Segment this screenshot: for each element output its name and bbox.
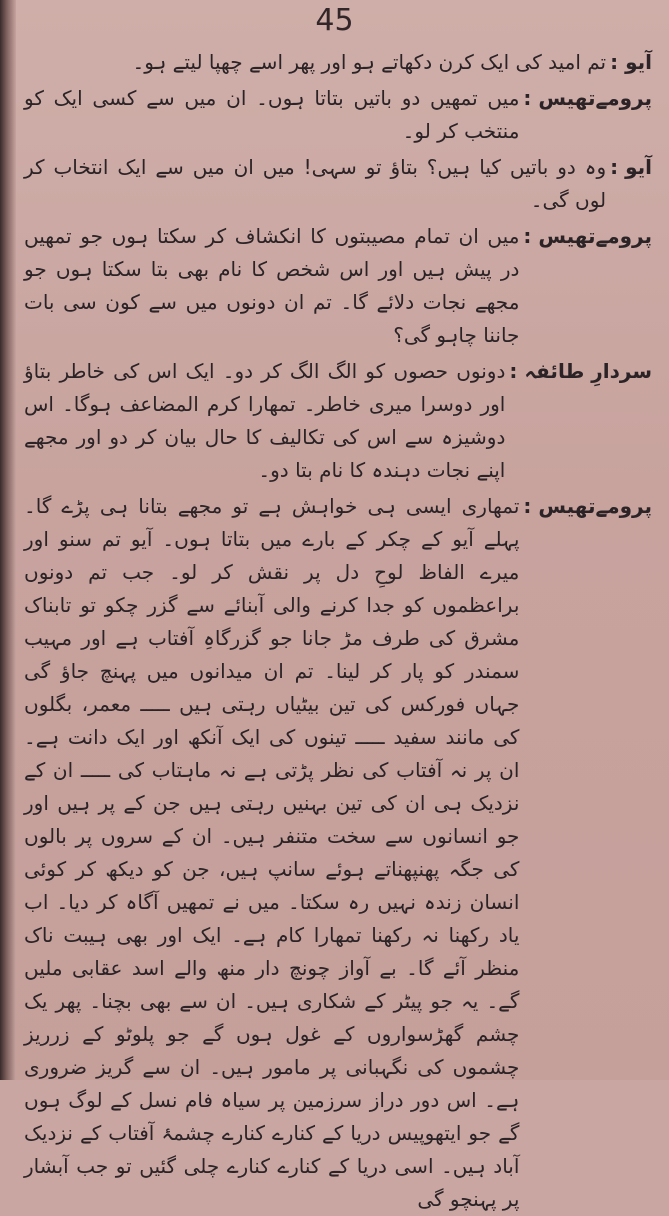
speaker-name: آیو : — [610, 155, 652, 179]
speaker-name: آیو : — [610, 50, 652, 74]
speech-text: تمھاری ایسی ہی خواہش ہے تو مجھے بتانا ہی پڑے گا۔ پہلے آیو کے چکر کے بارے میں بتاتا ہوں۔ آیو تم سنو اور میرے الفاظ لوحِ دل پر نقش کر لو۔ جب تم دونوں براعظموں کو جدا کرنے والی آبنائے سے گزر چکو تو تابناک مشرق کی طرف مڑ جانا جو گزرگاہِ آفتاب ہے اور مہیب سمندر کو پار کر لینا۔ تم ان میدانوں میں پہنچ جاؤ گی جہاں فورکس کی تین بیٹیاں رہتی ہیں ـــــ معمر، بگلوں کی مانند سفید ـــــ تینوں کی ایک آنکھ اور ایک دانت ہے۔ ان پر نہ آفتاب کی نظر پڑتی ہے نہ ماہتاب کی ـــــ ان کے نزدیک ہی ان کی تین بہنیں رہتی ہیں جن کے پر ہیں اور جو انسانوں سے سخت متنفر ہیں۔ ان کے سروں پر بالوں کی جگہ پھنپھناتے ہوئے سانپ ہیں، جن کو دیکھ کر کوئی انسان زندہ نہیں رہ سکتا۔ میں نے تمھیں آگاہ کر دیا۔ اب یاد رکھنا نہ رکھنا تمھارا کام ہے۔ ایک اور بھی ہیبت ناک منظر آئے گا۔ بے آواز چونچ دار منھ والے اسد عقابی ملیں گے۔ یہ جو پیٹر کے شکاری ہیں۔ ان سے بھی بچنا۔ پھر یک چشم گھڑسواروں کے غول ہوں گے جو پلوٹو کے زرریز چشموں کی نگہبانی پر مامور ہیں۔ ان سے گریز ضروری ہے۔ اس دور دراز سرزمین پر سیاہ فام نسل کے لوگ ہوں گے جو ایتھوپیس دریا کے کنارے کنارے چشمۂ آفتاب کے نزدیک آباد ہیں۔ اسی دریا کے کنارے کنارے چلی گئیں تو جب آبشار پر پہنچو گی — [24, 494, 520, 1211]
dialogue-entry — [24, 82, 652, 148]
speech-text: میں ان تمام مصیبتوں کا انکشاف کر سکتا ہوں جو تمھیں در پیش ہیں اور اس شخص کا نام بھی بتا سکتا ہوں جو مجھے نجات دلائے گا۔ تم ان دونوں میں سے کون سی بات جاننا چاہو گی؟ — [24, 224, 520, 347]
dialogue-entry — [24, 490, 652, 1216]
speech-text: تم امید کی ایک کرن دکھاتے ہو اور پھر اسے چھپا لیتے ہو۔ — [132, 50, 607, 74]
dialogue-entry — [24, 46, 652, 79]
page-number: 45 — [315, 3, 354, 38]
dialogue-entry — [24, 355, 652, 487]
speaker-name: پرومےتھیس : — [523, 86, 652, 110]
dialogue-entry — [24, 220, 652, 352]
speaker-name: سردارِ طائفہ : — [509, 359, 652, 383]
dialogue-entry — [24, 151, 652, 217]
dialogue-text — [24, 46, 652, 1211]
speech-text: دونوں حصوں کو الگ الگ کر دو۔ ایک اس کی خاطر بتاؤ اور دوسرا میری خاطر۔ تمھارا کرم المضاعف ہوگا۔ اس دوشیزہ سے اس کی تکالیف کا حال بیان کر دو اور مجھے اپنے نجات دہندہ کا نام بتا دو۔ — [24, 359, 506, 482]
speaker-name: پرومےتھیس : — [523, 224, 652, 248]
speaker-name: پرومےتھیس : — [523, 494, 652, 518]
page-spine-shadow — [0, 0, 16, 1080]
speech-text: وہ دو باتیں کیا ہیں؟ بتاؤ تو سہی! میں ان میں سے ایک انتخاب کر لوں گی۔ — [24, 155, 607, 212]
speech-text: میں تمھیں دو باتیں بتاتا ہوں۔ ان میں سے کسی ایک کو منتخب کر لو۔ — [24, 86, 520, 143]
